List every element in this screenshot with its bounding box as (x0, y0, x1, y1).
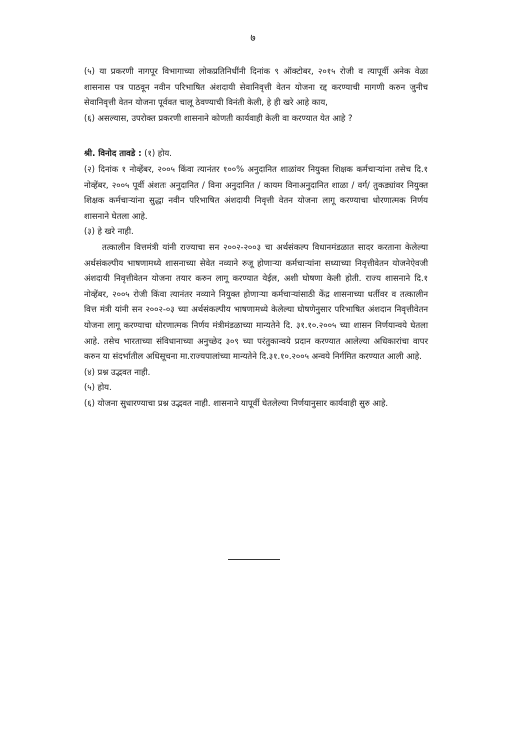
answer-3: (३) हे खरे नाही. (84, 226, 134, 237)
answer-3-explanation: तत्कालीन वित्तमंत्री यांनी राज्याचा सन २००२-२००३ चा अर्थसंकल्प विधानमंडळात सादर करताना केलेल्या अर्थसंकल्पीय भाषणामध्ये शासनाच्या सेवेत नव्याने रुजू होणाऱ्या कर्मचाऱ्यांना सध्याच्या निवृत्तीवेतन योजनेऐवजी अंशदायी निवृत्तीवेतन योजना तयार करुन लागू करण्यात येईल, अशी घोषणा केली होती. राज्य शासनाने दि.१ नोव्हेंबर, २००५ रोजी किंवा त्यानंतर नव्याने नियुक्त होणाऱ्या कर्मचाऱ्यांसाठी केंद्र शासनाच्या धर्तीवर व तत्कालीन वित्त मंत्री यांनी सन २००२-०३ च्या अर्थसंकल्पीय भाषणामध्ये केलेल्या घोषणेनुसार परिभाषित अंशदान निवृत्तीवेतन योजना लागू करण्याचा धोरणात्मक निर्णय मंत्रीमंडळाच्या मान्यतेने दि. ३१.१०.२००५ च्या शासन निर्णयान्वये घेतला आहे. तसेच भारताच्या संविधानाच्या अनुच्छेद ३०९ च्या परंतुकान्वये प्रदान करण्यात आलेल्या अधिकारांचा वापर करुन या संदर्भातील अधिसूचना मा.राज्यपालांच्या मान्यतेने दि.३१.१०.२००५ अन्वये निर्गमित करण्यात आली आहे. (84, 241, 428, 362)
page-number: ७ (250, 33, 256, 44)
question-6: (६) असल्यास, उपरोक्त प्रकरणी शासनाने कोणती कार्यवाही केली वा करण्यात येत आहे ? (84, 112, 353, 123)
answer-4: (४) प्रश्न उद्भवत नाही. (84, 366, 151, 377)
answer-6: (६) योजना सुधारण्याचा प्रश्न उद्भवत नाही. शासनाने यापूर्वी घेतलेल्या निर्णयानुसार कार्यवाही सुरु आहे. (84, 397, 389, 408)
answer-1: (१) होय. (144, 148, 172, 159)
answer-5: (५) होय. (84, 382, 112, 393)
answer-1-line (84, 146, 428, 162)
speaker-name: श्री. विनोद तावडे : (84, 148, 142, 159)
question-5: (५) या प्रकरणी नागपूर विभागाच्या लोकप्रतिनिधींनी दिनांक ९ ऑक्टोबर, २०१५ रोजी व त्यापूर्वी अनेक वेळा शासनास पत्र पाठवून नवीन परिभाषित अंशदायी सेवानिवृत्ती वेतन योजना रद्द करण्याची मागणी करुन जुनीच सेवानिवृत्ती वेतन योजना पूर्ववत चालू ठेवण्याची विनंती केली, हे ही खरे आहे काय, (84, 66, 428, 108)
document-body (84, 64, 428, 411)
end-divider (228, 559, 280, 560)
answer-2: (२) दिनांक १ नोव्हेंबर, २००५ किंवा त्यानंतर १००% अनुदानित शाळांवर नियुक्त शिक्षक कर्मचाऱ्यांना तसेच दि.१ नोव्हेंबर, २००५ पूर्वी अंशतः अनुदानित / विना अनुदानित / कायम विनाअनुदानित शाळा / वर्ग/ तुकड्यांवर नियुक्त शिक्षक कर्मचाऱ्यांना सुद्धा नवीन परिभाषित अंशदायी निवृत्ती वेतन योजना लागू करण्याचा धोरणात्मक निर्णय शासनाने घेतला आहे. (84, 163, 428, 221)
